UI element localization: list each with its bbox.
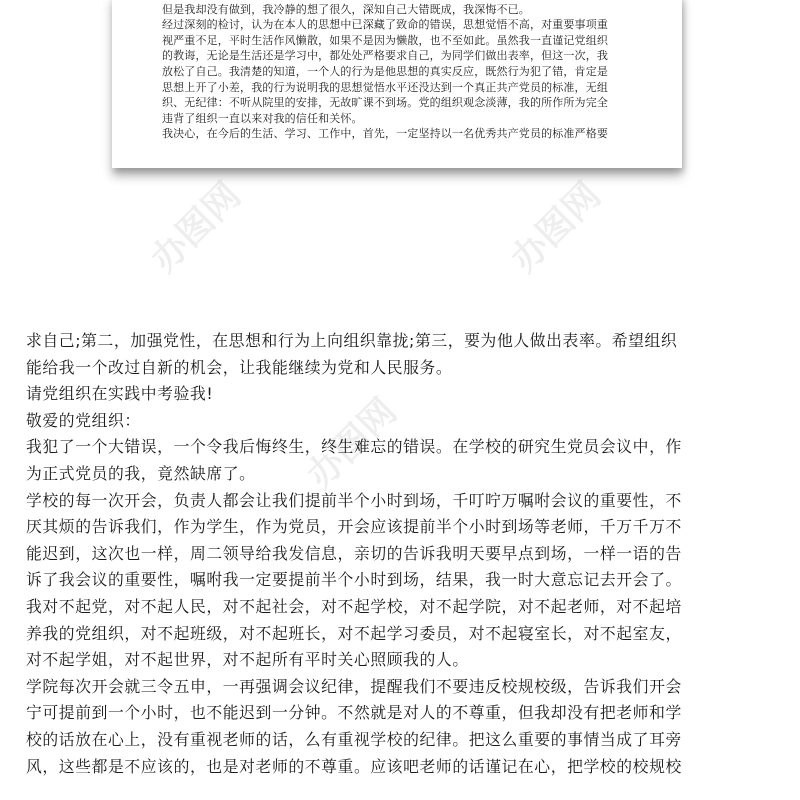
document-preview-card [112, 0, 682, 168]
paragraph-line: 能迟到，这次也一样，周二领导给我发信息，亲切的告诉我明天要早点到场，一样一语的告 [26, 543, 682, 563]
preview-line: 我决心，在今后的生活、学习、工作中，首先，一定坚持以一名优秀共产党员的标准严格要 [162, 127, 608, 141]
preview-line: 违背了组织一直以来对我的信任和关怀。 [162, 111, 363, 125]
preview-line: 的教诲，无论是生活还是学习中，都处处严格要求自己，为同学们做出表率，但这一次，我 [162, 49, 608, 63]
paragraph-line: 请党组织在实践中考验我! [26, 384, 214, 404]
preview-line: 但是我却没有做到，我冷静的想了很久，深知自己大错既成，我深悔不已。 [162, 2, 530, 16]
preview-line: 思想上开了小差，我的行为说明我的思想觉悟水平还没达到一个真正共产党员的标准，无组 [162, 80, 608, 94]
paragraph-line: 对不起学姐，对不起世界，对不起所有平时关心照顾我的人。 [26, 650, 469, 670]
watermark: 办图网 [143, 174, 249, 281]
preview-line: 视严重不足，平时生活作风懒散，如果不是因为懒散，也不至如此。虽然我一直谨记党组织 [162, 33, 608, 47]
preview-text-block [162, 0, 682, 142]
paragraph-line: 诉了我会议的重要性，嘱咐我一定要提前半个小时到场，结果，我一时大意忘记去开会了。 [26, 570, 682, 590]
paragraph-line: 敬爱的党组织： [26, 410, 141, 430]
paragraph-line: 我犯了一个大错误，一个令我后悔终生，终生难忘的错误。在学校的研究生党员会议中，作 [26, 437, 682, 457]
preview-line: 织、无纪律：不听从院里的安排，无故旷课不到场。党的组织观念淡薄，我的所作所为完全 [162, 96, 608, 110]
paragraph-line: 学院每次开会就三令五申，一再强调会议纪律，提醒我们不要违反校规校级，告诉我们开会 [26, 676, 682, 696]
watermark: 办图网 [503, 174, 609, 281]
paragraph-line: 厌其烦的告诉我们，作为学生，作为党员，开会应该提前半个小时到场等老师，千万千万不 [26, 517, 682, 537]
paragraph-line: 养我的党组织，对不起班级，对不起班长，对不起学习委员，对不起寝室长，对不起室友， [26, 623, 682, 643]
paragraph-line: 校的话放在心上，没有重视老师的话，么有重视学校的纪律。把这么重要的事情当成了耳旁 [26, 729, 682, 749]
paragraph-line: 宁可提前到一个小时，也不能迟到一分钟。不然就是对人的不尊重，但我却没有把老师和学 [26, 703, 682, 723]
paragraph-line: 风，这些都是不应该的，也是对老师的不尊重。应该吧老师的话谨记在心，把学校的校规校 [26, 756, 682, 776]
paragraph-line: 为正式党员的我，竟然缺席了。 [26, 463, 256, 483]
paragraph-line: 学校的每一次开会，负责人都会让我们提前半个小时到场，千叮咛万嘱咐会议的重要性，不 [26, 490, 682, 510]
preview-line: 经过深刻的检讨，认为在本人的思想中已深藏了致命的错误，思想觉悟不高，对重要事项重 [162, 18, 608, 32]
paragraph-line: 我对不起党，对不起人民，对不起社会，对不起学校，对不起学院，对不起老师，对不起培 [26, 596, 682, 616]
paragraph-line: 能给我一个改过自新的机会，让我能继续为党和人民服务。 [26, 357, 453, 377]
watermark: 办图网 [299, 390, 405, 497]
preview-line: 放松了自己。我清楚的知道，一个人的行为是他思想的真实反应，既然行为犯了错，肯定是 [162, 64, 608, 78]
paragraph-line: 求自己;第二，加强党性，在思想和行为上向组织靠拢;第三，要为他人做出表率。希望组织 [26, 331, 678, 350]
document-body [26, 328, 786, 780]
